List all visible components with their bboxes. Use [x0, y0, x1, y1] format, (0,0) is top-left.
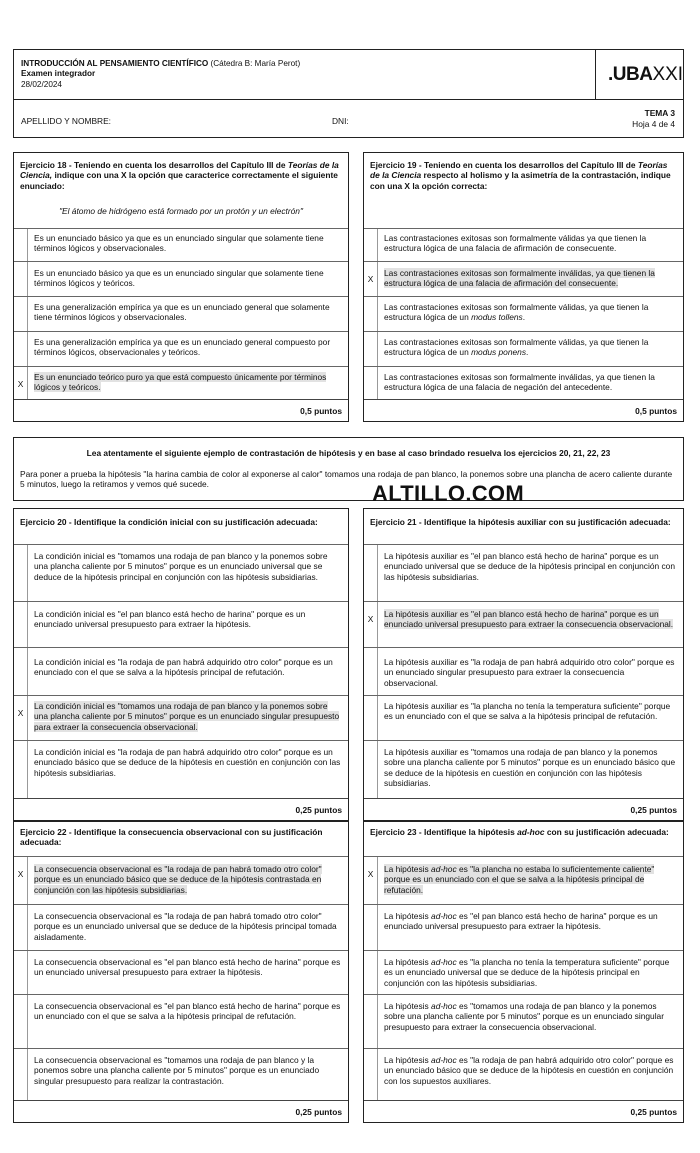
exercise-20-points: 0,25 puntos	[14, 798, 348, 820]
option-checkbox[interactable]	[14, 602, 28, 647]
q21-option-3[interactable]	[364, 647, 683, 695]
option-text: La condición inicial es "la rodaja de pan habrá adquirido otro color" porque es un enunciado con el que se salva a la hipótesis principal de refutación.	[34, 657, 333, 678]
q21-option-1[interactable]	[364, 544, 683, 601]
exercise-22	[13, 821, 349, 1123]
q23-option-5[interactable]	[364, 1048, 683, 1100]
option-text: Las contrastaciones exitosas son formalmente inválidas, ya que tienen la estructura lógica de una falacia de afirmación del consecuente.	[384, 268, 655, 289]
option-text: La consecuencia observacional es "tomamos una rodaja de pan blanco y la ponemos sobre una plancha caliente por 5 minutos" porque es un enunciado singular presupuesto para realizar la contrastación.	[34, 1055, 320, 1086]
q20-option-5[interactable]	[14, 740, 348, 798]
option-checkbox[interactable]	[14, 905, 28, 950]
exercise-20-title: Ejercicio 20 - Identifique la condición inicial con su justificación adecuada:	[20, 517, 318, 527]
course-info	[21, 59, 300, 90]
option-text: La hipótesis auxiliar es "tomamos una rodaja de pan blanco y la ponemos sobre una plancha caliente por 5 minutos" porque es un enunciado básico que se deduce de la hipótesis en cuestión en conjunción con las hipótesis subsidiarias.	[384, 747, 676, 788]
q23-option-4[interactable]	[364, 994, 683, 1048]
q18-option-2[interactable]	[14, 261, 348, 296]
exercise-18-points: 0,5 puntos	[14, 399, 348, 421]
exercise-19	[363, 152, 684, 422]
option-checkbox[interactable]: X	[14, 857, 28, 904]
option-checkbox[interactable]	[14, 545, 28, 601]
exercise-21-title: Ejercicio 21 - Identifique la hipótesis auxiliar con su justificación adecuada:	[370, 517, 671, 527]
course-name: INTRODUCCIÓN AL PENSAMIENTO CIENTÍFICO	[21, 59, 209, 68]
exam-header	[13, 49, 684, 138]
q19-option-3[interactable]	[364, 296, 683, 331]
option-text: Es una generalización empírica ya que es un enunciado general que solamente tiene términos lógicos y observacionales.	[34, 302, 330, 323]
q22-option-3[interactable]	[14, 950, 348, 994]
q22-option-1[interactable]	[14, 856, 348, 904]
header-top-row	[14, 50, 683, 100]
q21-option-5[interactable]	[364, 740, 683, 798]
q22-option-4[interactable]	[14, 994, 348, 1048]
option-checkbox[interactable]: X	[364, 262, 378, 296]
option-text: Las contrastaciones exitosas son formalmente válidas ya que tienen la estructura lógica de una falacia de afirmación de consecuente.	[384, 233, 647, 254]
exercise-22-points: 0,25 puntos	[14, 1100, 348, 1122]
q19-option-1[interactable]	[364, 228, 683, 261]
exercise-21-points: 0,25 puntos	[364, 798, 683, 820]
option-checkbox[interactable]	[14, 229, 28, 261]
q19-option-2[interactable]	[364, 261, 683, 296]
option-text: Es una generalización empírica ya que es un enunciado general compuesto por términos lógicos, observacionales y teóricos.	[34, 337, 331, 358]
q19-option-5[interactable]	[364, 366, 683, 399]
option-checkbox[interactable]	[364, 1049, 378, 1100]
option-checkbox[interactable]	[364, 741, 378, 798]
option-text: La hipótesis auxiliar es "la plancha no tenía la temperatura suficiente" porque es un enunciado con el que se salva a la hipótesis principal de refutación.	[384, 701, 671, 722]
option-checkbox[interactable]	[364, 951, 378, 994]
option-checkbox[interactable]	[364, 696, 378, 740]
option-text: La hipótesis ad-hoc es "la rodaja de pan habrá adquirido otro color" porque es un enunciado básico que se deduce de la hipótesis en cuestión en conjunción con los supuestos auxiliares.	[384, 1055, 674, 1086]
exercise-18	[13, 152, 349, 422]
option-checkbox[interactable]	[364, 229, 378, 261]
option-checkbox[interactable]	[364, 332, 378, 366]
option-checkbox[interactable]	[14, 297, 28, 331]
option-checkbox[interactable]	[364, 648, 378, 695]
case-box	[13, 437, 684, 501]
option-checkbox[interactable]	[14, 741, 28, 798]
q20-option-3[interactable]	[14, 647, 348, 695]
case-title: Lea atentamente el siguiente ejemplo de contrastación de hipótesis y en base al caso brindado resuelva los ejercicios 20, 21, 22, 23	[86, 448, 611, 458]
option-text: Es un enunciado básico ya que es un enunciado singular que solamente tiene términos lógicos y teóricos.	[34, 268, 324, 289]
option-checkbox[interactable]	[14, 332, 28, 366]
option-checkbox[interactable]	[364, 995, 378, 1048]
option-checkbox[interactable]	[364, 545, 378, 601]
option-checkbox[interactable]	[14, 262, 28, 296]
dni-field-label: DNI:	[332, 116, 349, 126]
q22-option-2[interactable]	[14, 904, 348, 950]
q20-option-2[interactable]	[14, 601, 348, 647]
exam-type: Examen integrador	[21, 69, 96, 79]
q18-option-5[interactable]	[14, 366, 348, 399]
option-text: La consecuencia observacional es "el pan blanco está hecho de harina" porque es un enunciado con el que se salva a la hipótesis principal de refutación.	[34, 1001, 341, 1022]
option-text: La hipótesis ad-hoc es "el pan blanco está hecho de harina" porque es un enunciado universal presupuesto para extraer la hipótesis.	[384, 911, 658, 932]
option-checkbox[interactable]	[14, 995, 28, 1048]
q18-option-4[interactable]	[14, 331, 348, 366]
q23-option-3[interactable]	[364, 950, 683, 994]
q18-option-1[interactable]	[14, 228, 348, 261]
exercise-21	[363, 508, 684, 821]
option-text: La hipótesis ad-hoc es "la plancha no tenía la temperatura suficiente" porque es un enunciado universal que se deduce de la hipótesis principal en conjunción con las hipótesis subsidiarias.	[384, 957, 670, 988]
exercise-20	[13, 508, 349, 821]
name-field-label: APELLIDO Y NOMBRE:	[21, 116, 111, 126]
option-text: Es un enunciado teórico puro ya que está compuesto únicamente por términos lógicos y teóricos.	[34, 372, 327, 393]
course-chair: (Cátedra B: María Perot)	[208, 59, 301, 68]
tema-info	[632, 108, 675, 129]
option-text: La hipótesis auxiliar es "la rodaja de pan habrá adquirido otro color" porque es un enunciado singular presupuesto para extraer la consecuencia observacional.	[384, 657, 675, 688]
exercise-19-points: 0,5 puntos	[364, 399, 683, 421]
option-checkbox[interactable]: X	[364, 857, 378, 904]
option-text: Las contrastaciones exitosas son formalmente válidas, ya que tienen la estructura lógica de un modus tollens.	[384, 302, 649, 323]
option-text: La condición inicial es "el pan blanco está hecho de harina" porque es un enunciado universal presupuesto para extraer la hipótesis.	[34, 609, 306, 630]
option-text: Es un enunciado básico ya que es un enunciado singular que solamente tiene términos lógicos y observacionales.	[34, 233, 324, 254]
option-text: La hipótesis ad-hoc es "la plancha no estaba lo suficientemente caliente" porque es un enunciado con el que se salva a la hipótesis principal de refutación.	[384, 864, 655, 895]
q20-option-1[interactable]	[14, 544, 348, 601]
option-text: La condición inicial es "tomamos una rodaja de pan blanco y la ponemos sobre una plancha caliente por 5 minutos" porque es un enunciado universal que se deduce de la hipótesis principal en conjunción con las hipótesis subsidiarias.	[34, 551, 328, 582]
option-checkbox[interactable]	[14, 951, 28, 994]
q21-option-2[interactable]	[364, 601, 683, 647]
exercise-23	[363, 821, 684, 1123]
q20-option-4[interactable]	[14, 695, 348, 740]
option-text: La consecuencia observacional es "el pan blanco está hecho de harina" porque es un enunciado universal presupuesto para extraer la hipótesis.	[34, 957, 341, 978]
option-text: La hipótesis auxiliar es "el pan blanco está hecho de harina" porque es un enunciado universal presupuesto para extraer la consecuencia observacional.	[384, 609, 674, 630]
q18-option-3[interactable]	[14, 296, 348, 331]
exercise-19-title: Ejercicio 19 - Teniendo en cuenta los desarrollos del Capítulo III de Teorías de la Ciencia respecto al holismo y la asimetría de la contrastación, indique con una X la opción correcta:	[370, 160, 671, 191]
option-checkbox[interactable]: X	[14, 367, 28, 399]
option-checkbox[interactable]	[364, 367, 378, 399]
exam-date: 28/02/2024	[21, 79, 62, 89]
option-text: Las contrastaciones exitosas son formalmente inválidas, ya que tienen la estructura lógica de una falacia de negación del antecedente.	[384, 372, 655, 393]
q21-option-4[interactable]	[364, 695, 683, 740]
case-text: Para poner a prueba la hipótesis "la harina cambia de color al exponerse al calor" tomamos una rodaja de pan blanco, la ponemos sobre una plancha de acero caliente durante 5 minutos, luego la retiramos y vemos qué sucede.	[20, 469, 673, 490]
option-checkbox[interactable]: X	[364, 602, 378, 647]
option-text: La hipótesis auxiliar es "el pan blanco está hecho de harina" porque es un enunciado universal que se deduce de la hipótesis principal en conjunción con las hipótesis subsidiarias.	[384, 551, 675, 582]
option-checkbox[interactable]	[14, 648, 28, 695]
option-checkbox[interactable]	[364, 297, 378, 331]
logo-cell	[595, 50, 683, 100]
exercise-23-points: 0,25 puntos	[364, 1100, 683, 1122]
q19-option-4[interactable]	[364, 331, 683, 366]
option-text: La consecuencia observacional es "la rodaja de pan habrá tomado otro color" porque es un enunciado universal que se deduce de la hipótesis principal tomada aisladamente.	[34, 911, 337, 942]
exercise-23-title: Ejercicio 23 - Identifique la hipótesis ad-hoc con su justificación adecuada:	[370, 827, 669, 837]
option-checkbox[interactable]: X	[14, 696, 28, 740]
exercise-18-statement: "El átomo de hidrógeno está formado por un protón y un electrón"	[59, 206, 303, 216]
q22-option-5[interactable]	[14, 1048, 348, 1100]
exercise-18-title: Ejercicio 18 - Teniendo en cuenta los desarrollos del Capítulo III de Teorías de la Ciencia, indique con una X la opción que caracterice correctamente el siguiente enunciado:	[20, 160, 339, 191]
tema-label: TEMA 3	[644, 108, 675, 118]
exercise-22-title: Ejercicio 22 - Identifique la consecuencia observacional con su justificación adecuada:	[20, 827, 323, 848]
q23-option-1[interactable]	[364, 856, 683, 904]
q23-option-2[interactable]	[364, 904, 683, 950]
uba-xxi-logo: .UBAXXI	[608, 64, 684, 85]
option-text: La condición inicial es "la rodaja de pan habrá adquirido otro color" porque es un enunciado básico que se deduce de la hipótesis en cuestión en conjunción con las hipótesis subsidiarias.	[34, 747, 341, 778]
option-checkbox[interactable]	[14, 1049, 28, 1100]
page-number: Hoja 4 de 4	[632, 118, 675, 129]
option-text: La consecuencia observacional es "la rodaja de pan habrá tomado otro color" porque es un enunciado básico que se deduce de la hipótesis contrastada en conjunción con las hipótesis subsidiarias.	[34, 864, 322, 895]
option-text: Las contrastaciones exitosas son formalmente válidas, ya que tienen la estructura lógica de un modus ponens.	[384, 337, 649, 358]
option-text: La hipótesis ad-hoc es "tomamos una rodaja de pan blanco y la ponemos sobre una plancha caliente por 5 minutos" porque es un enunciado singular presupuesto para extraer la consecuencia observacional.	[384, 1001, 665, 1032]
option-checkbox[interactable]	[364, 905, 378, 950]
option-text: La condición inicial es "tomamos una rodaja de pan blanco y la ponemos sobre una plancha caliente por 5 minutos" porque es un enunciado singular presupuesto para extraer la consecuencia observacional.	[34, 701, 340, 732]
altillo-watermark: ALTILLO.COM	[372, 481, 524, 506]
